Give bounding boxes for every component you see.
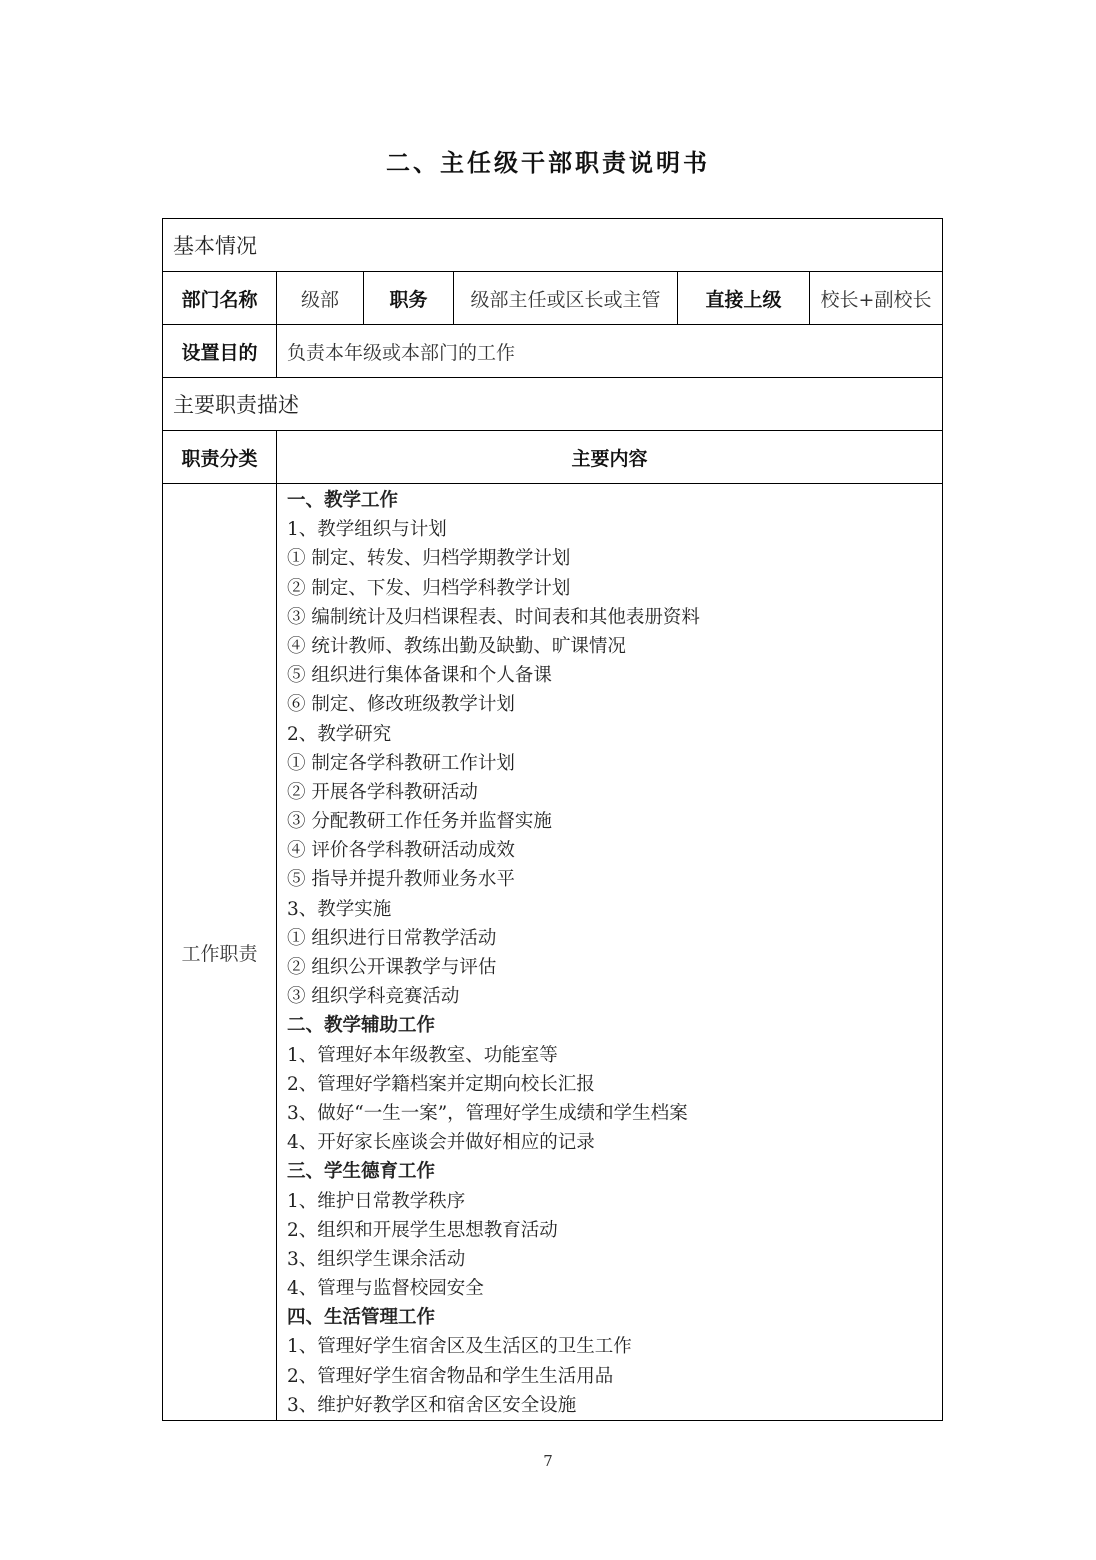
duty-item: 3、维护好教学区和宿舍区安全设施 [287,1394,577,1416]
dept-label: 部门名称 [163,272,277,325]
duty-item: 3、组织学生课余活动 [287,1248,466,1270]
position-value: 级部主任或区长或主管 [454,272,678,325]
duty-table [162,218,943,1421]
duty-item: ③ 组织学科竞赛活动 [287,986,460,1008]
purpose-value: 负责本年级或本部门的工作 [277,325,943,378]
superior-label: 直接上级 [678,272,810,325]
page-number: 7 [543,1452,553,1470]
duty-item: 2、管理好学籍档案并定期向校长汇报 [287,1073,595,1095]
duty-item: 3、做好“一生一案”，管理好学生成绩和学生档案 [287,1102,688,1124]
duty-heading: 四、生活管理工作 [287,1307,436,1329]
basic-section-label: 基本情况 [163,219,943,272]
duty-heading: 二、教学辅助工作 [287,1015,436,1037]
duty-item: 3、教学实施 [287,898,392,920]
duty-item: 1、维护日常教学秩序 [287,1190,466,1212]
duty-item: ② 制定、下发、归档学科教学计划 [287,577,571,599]
duty-item: ② 开展各学科教研活动 [287,781,478,803]
duty-item: 4、管理与监督校园安全 [287,1278,484,1300]
duties-section-label: 主要职责描述 [163,378,943,431]
page-title: 二、主任级干部职责说明书 [386,149,710,177]
duty-item: ① 制定各学科教研工作计划 [287,752,515,774]
col-content-header: 主要内容 [277,431,943,484]
duty-heading: 三、学生德育工作 [287,1161,436,1183]
duty-item: 1、教学组织与计划 [287,519,447,541]
purpose-label: 设置目的 [163,325,277,378]
superior-value: 校长+副校长 [810,272,943,325]
duty-item: ③ 分配教研工作任务并监督实施 [287,811,552,833]
duty-item: ③ 编制统计及归档课程表、时间表和其他表册资料 [287,606,700,628]
col-category-header: 职责分类 [163,431,277,484]
duty-item: ④ 评价各学科教研活动成效 [287,840,515,862]
duty-item: ② 组织公开课教学与评估 [287,957,497,978]
duty-heading: 一、教学工作 [287,490,399,511]
category-work-label: 工作职责 [163,484,277,1421]
duty-item: 1、管理好本年级教室、功能室等 [287,1044,558,1066]
dept-value: 级部 [277,272,364,325]
duty-content-cell [277,484,943,1421]
duty-item: ⑤ 组织进行集体备课和个人备课 [287,665,552,687]
duty-item: 1、管理好学生宿舍区及生活区的卫生工作 [287,1336,632,1358]
duty-item: 2、组织和开展学生思想教育活动 [287,1219,558,1241]
duty-item: ⑤ 指导并提升教师业务水平 [287,869,515,891]
duty-item: 2、管理好学生宿舍物品和学生生活用品 [287,1365,614,1387]
duty-item: ① 制定、转发、归档学期教学计划 [287,548,571,570]
duty-item: ⑥ 制定、修改班级教学计划 [287,694,515,716]
duty-item: 4、开好家长座谈会并做好相应的记录 [287,1132,595,1154]
position-label: 职务 [364,272,454,325]
duty-item: ① 组织进行日常教学活动 [287,927,497,949]
duty-item: 2、教学研究 [287,723,392,745]
duty-list [287,486,932,1420]
duty-item: ④ 统计教师、教练出勤及缺勤、旷课情况 [287,635,626,657]
